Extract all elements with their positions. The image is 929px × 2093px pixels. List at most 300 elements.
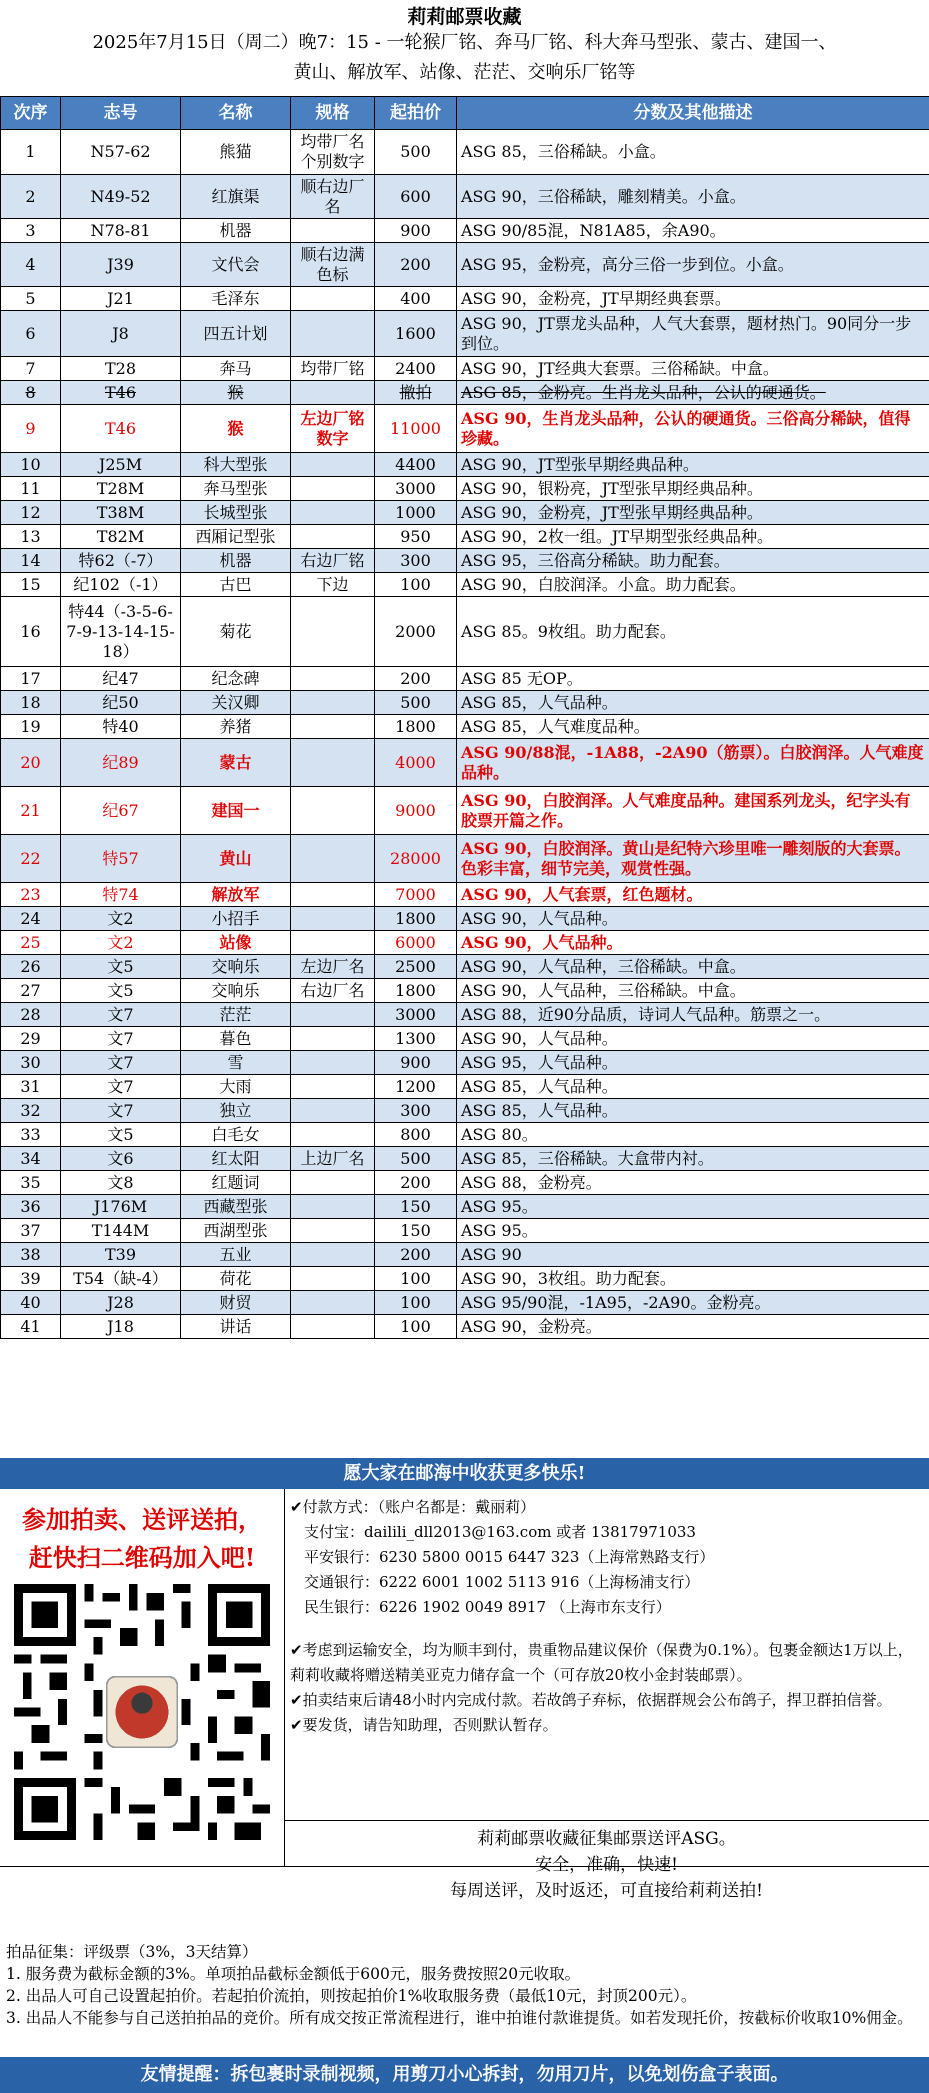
row-number: 21: [1, 787, 61, 835]
grade-description: ASG 90，人气套票，红色题材。: [457, 883, 929, 907]
row-number: 28: [1, 1003, 61, 1027]
stamp-code: T46: [61, 381, 181, 405]
stamp-spec: [291, 1315, 375, 1339]
grade-description: ASG 85，人气品种。: [457, 691, 929, 715]
table-row: [1, 691, 929, 715]
grade-description: ASG 85 无OP。: [457, 667, 929, 691]
table-row: [1, 175, 929, 219]
row-number: 26: [1, 955, 61, 979]
grade-description: ASG 95，三俗高分稀缺。助力配套。: [457, 549, 929, 573]
start-price: 1000: [375, 501, 457, 525]
row-number: 9: [1, 405, 61, 453]
start-price: 3000: [375, 1003, 457, 1027]
grade-description: ASG 90，人气品种。: [457, 931, 929, 955]
stamp-code: J18: [61, 1315, 181, 1339]
table-row: [1, 1291, 929, 1315]
row-number: 13: [1, 525, 61, 549]
stamp-name: 毛泽东: [181, 287, 291, 311]
stamp-code: T46: [61, 405, 181, 453]
row-number: 37: [1, 1219, 61, 1243]
stamp-code: 文7: [61, 1027, 181, 1051]
row-number: 17: [1, 667, 61, 691]
row-number: 18: [1, 691, 61, 715]
stamp-code: 文7: [61, 1003, 181, 1027]
row-number: 1: [1, 130, 61, 175]
rule-item: 3. 出品人不能参与自己送拍拍品的竞价。所有成交按正常流程进行，谁中拍谁付款谁提货。如若发现托价，按截标价收取10%佣金。: [6, 2009, 913, 2027]
stamp-code: 特44（-3-5-6-7-9-13-14-15-18）: [61, 597, 181, 667]
stamp-spec: [291, 1267, 375, 1291]
table-row: [1, 1027, 929, 1051]
grade-description: ASG 90，人气品种。: [457, 907, 929, 931]
row-number: 23: [1, 883, 61, 907]
grade-description: ASG 85，金粉亮。生肖龙头品种，公认的硬通货。: [457, 381, 929, 405]
shipping-note: ✔考虑到运输安全，均为顺丰到付，贵重物品建议保价（保费为0.1%）。包裹金额达1万以上，莉莉收藏将赠送精美亚克力储存盒一个（可存放20枚小金封装邮票）。: [290, 1641, 913, 1684]
stamp-name: 奔马型张: [181, 477, 291, 501]
rule-item: 1. 服务费为截标金额的3%。单项拍品截标金额低于600元，服务费按照20元收取。: [6, 1965, 581, 1983]
col-header: 起拍价: [375, 97, 457, 130]
rules-section: [0, 1937, 929, 2055]
stamp-name: 猴: [181, 381, 291, 405]
stamp-code: 文7: [61, 1051, 181, 1075]
table-row: [1, 1099, 929, 1123]
stamp-name: 机器: [181, 219, 291, 243]
start-price: 200: [375, 1243, 457, 1267]
stamp-name: 交响乐: [181, 979, 291, 1003]
row-number: 2: [1, 175, 61, 219]
stamp-code: 特74: [61, 883, 181, 907]
grade-description: ASG 90: [457, 1243, 929, 1267]
stamp-name: 五业: [181, 1243, 291, 1267]
row-number: 34: [1, 1147, 61, 1171]
table-row: [1, 1219, 929, 1243]
stamp-name: 科大型张: [181, 453, 291, 477]
stamp-name: 猴: [181, 405, 291, 453]
qr-panel: [0, 1489, 285, 1866]
stamp-code: T28: [61, 357, 181, 381]
payment-deadline-note: ✔拍卖结束后请48小时内完成付款。若故鸽子弃标，依据群规会公布鸽子，捍卫群拍信誉。: [290, 1691, 892, 1709]
row-number: 5: [1, 287, 61, 311]
stamp-spec: [291, 1075, 375, 1099]
stamp-name: 红题词: [181, 1171, 291, 1195]
start-price: 150: [375, 1219, 457, 1243]
grade-description: ASG 90，3枚组。助力配套。: [457, 1267, 929, 1291]
grade-description: ASG 85，人气难度品种。: [457, 715, 929, 739]
stamp-name: 菊花: [181, 597, 291, 667]
asg-line: 每周送评，及时返还，可直接给莉莉送拍!: [450, 1881, 763, 1901]
slogan-line: 参加拍卖、送评送拍，: [22, 1505, 262, 1534]
stamp-code: T54（缺-4）: [61, 1267, 181, 1291]
stamp-code: 纪67: [61, 787, 181, 835]
stamp-spec: [291, 931, 375, 955]
table-row: [1, 1123, 929, 1147]
start-price: 500: [375, 130, 457, 175]
payment-info: [286, 1489, 926, 1819]
stamp-name: 古巴: [181, 573, 291, 597]
stamp-name: 养猪: [181, 715, 291, 739]
delivery-note: ✔要发货，请告知助理，否则默认暂存。: [290, 1716, 558, 1734]
start-price: 2400: [375, 357, 457, 381]
start-price: 200: [375, 1171, 457, 1195]
stamp-spec: [291, 883, 375, 907]
stamp-code: N78-81: [61, 219, 181, 243]
start-price: 9000: [375, 787, 457, 835]
table-row: [1, 130, 929, 175]
row-number: 35: [1, 1171, 61, 1195]
row-number: 32: [1, 1099, 61, 1123]
col-header: 规格: [291, 97, 375, 130]
row-number: 7: [1, 357, 61, 381]
stamp-name: 建国一: [181, 787, 291, 835]
row-number: 10: [1, 453, 61, 477]
stamp-spec: [291, 787, 375, 835]
start-price: 1800: [375, 715, 457, 739]
table-row: [1, 1243, 929, 1267]
stamp-code: 纪89: [61, 739, 181, 787]
stamp-name: 关汉卿: [181, 691, 291, 715]
table-row: [1, 955, 929, 979]
start-price: 7000: [375, 883, 457, 907]
table-row: [1, 1147, 929, 1171]
stamp-name: 黄山: [181, 835, 291, 883]
rules-title: 拍品征集：评级票（3%，3天结算）: [6, 1943, 258, 1961]
stamp-spec: [291, 219, 375, 243]
row-number: 4: [1, 243, 61, 287]
bank-account: 民生银行：6226 1902 0049 8917 （上海市东支行）: [304, 1598, 671, 1616]
row-number: 8: [1, 381, 61, 405]
row-number: 24: [1, 907, 61, 931]
stamp-spec: 右边厂名: [291, 979, 375, 1003]
header-line-2: 黄山、解放军、站像、茫茫、交响乐厂铭等: [293, 62, 636, 83]
table-row: [1, 979, 929, 1003]
grade-description: ASG 90/85混，N81A85，余A90。: [457, 219, 929, 243]
start-price: 200: [375, 667, 457, 691]
table-row: [1, 219, 929, 243]
row-number: 38: [1, 1243, 61, 1267]
stamp-code: 文5: [61, 979, 181, 1003]
stamp-spec: [291, 287, 375, 311]
table-row: [1, 1051, 929, 1075]
grade-description: ASG 85，三俗稀缺。小盒。: [457, 130, 929, 175]
stamp-code: J25M: [61, 453, 181, 477]
stamp-code: 纪102（-1）: [61, 573, 181, 597]
row-number: 16: [1, 597, 61, 667]
stamp-spec: [291, 501, 375, 525]
start-price: 300: [375, 1099, 457, 1123]
stamp-name: 奔马: [181, 357, 291, 381]
stamp-name: 小招手: [181, 907, 291, 931]
row-number: 36: [1, 1195, 61, 1219]
start-price: 1600: [375, 311, 457, 357]
stamp-name: 解放军: [181, 883, 291, 907]
grade-description: ASG 90，银粉亮，JT型张早期经典品种。: [457, 477, 929, 501]
grade-description: ASG 88，近90分品质，诗词人气品种。筋票之一。: [457, 1003, 929, 1027]
asg-box: [284, 1820, 929, 1935]
qr-code-icon[interactable]: [14, 1584, 270, 1840]
stamp-spec: [291, 477, 375, 501]
stamp-code: T38M: [61, 501, 181, 525]
stamp-spec: [291, 907, 375, 931]
table-row: [1, 1075, 929, 1099]
stamp-code: J21: [61, 287, 181, 311]
start-price: 3000: [375, 477, 457, 501]
start-price: 500: [375, 691, 457, 715]
start-price: 28000: [375, 835, 457, 883]
stamp-code: 文2: [61, 907, 181, 931]
table-row: [1, 357, 929, 381]
stamp-name: 文代会: [181, 243, 291, 287]
stamp-name: 茫茫: [181, 1003, 291, 1027]
table-row: [1, 907, 929, 931]
grade-description: ASG 95，人气品种。: [457, 1051, 929, 1075]
start-price: 1300: [375, 1027, 457, 1051]
stamp-name: 站像: [181, 931, 291, 955]
stamp-spec: [291, 381, 375, 405]
header: [0, 0, 929, 93]
stamp-name: 白毛女: [181, 1123, 291, 1147]
table-row: [1, 525, 929, 549]
col-header: 分数及其他描述: [457, 97, 929, 130]
start-price: 950: [375, 525, 457, 549]
start-price: 100: [375, 1267, 457, 1291]
table-row: [1, 381, 929, 405]
stamp-name: 西藏型张: [181, 1195, 291, 1219]
stamp-code: J8: [61, 311, 181, 357]
row-number: 40: [1, 1291, 61, 1315]
row-number: 12: [1, 501, 61, 525]
stamp-spec: [291, 1195, 375, 1219]
start-price: 500: [375, 1147, 457, 1171]
grade-description: ASG 85，人气品种。: [457, 1099, 929, 1123]
asg-line: 莉莉邮票收藏征集邮票送评ASG。: [477, 1829, 736, 1849]
grade-description: ASG 85，三俗稀缺。大盒带内衬。: [457, 1147, 929, 1171]
stamp-spec: [291, 835, 375, 883]
grade-description: ASG 90/88混，-1A88，-2A90（筋票）。白胶润泽。人气难度品种。: [457, 739, 929, 787]
grade-description: ASG 90，金粉亮。: [457, 1315, 929, 1339]
stamp-code: 文5: [61, 955, 181, 979]
row-number: 3: [1, 219, 61, 243]
rule-item: 2. 出品人可自己设置起拍价。若起拍价流拍，则按起拍价1%收取服务费（最低10元，封顶200元）。: [6, 1987, 697, 2005]
stamp-code: 特57: [61, 835, 181, 883]
table-row: [1, 573, 929, 597]
slogan-line: 赶快扫二维码加入吧!: [28, 1543, 256, 1572]
col-header: 次序: [1, 97, 61, 130]
table-row: [1, 1171, 929, 1195]
stamp-code: J176M: [61, 1195, 181, 1219]
stamp-spec: 均带厂铭: [291, 357, 375, 381]
table-row: [1, 243, 929, 287]
stamp-name: 纪念碑: [181, 667, 291, 691]
stamp-code: T144M: [61, 1219, 181, 1243]
banner-bottom: 友情提醒：拆包裹时录制视频，用剪刀小心拆封，勿用刀片，以免划伤盒子表面。: [0, 2057, 929, 2093]
table-header-row: [1, 97, 929, 130]
grade-description: ASG 90，白胶润泽。黄山是纪特六珍里唯一雕刻版的大套票。色彩丰富，细节完美，观赏性强。: [457, 835, 929, 883]
stamp-code: T39: [61, 1243, 181, 1267]
row-number: 25: [1, 931, 61, 955]
table-row: [1, 1315, 929, 1339]
stamp-name: 大雨: [181, 1075, 291, 1099]
grade-description: ASG 95。: [457, 1195, 929, 1219]
table-row: [1, 667, 929, 691]
bank-account: 交通银行：6222 6001 1002 5113 916（上海杨浦支行）: [304, 1573, 700, 1591]
stamp-name: 西厢记型张: [181, 525, 291, 549]
table-row: [1, 453, 929, 477]
row-number: 20: [1, 739, 61, 787]
grade-description: ASG 90，人气品种，三俗稀缺。中盒。: [457, 955, 929, 979]
table-row: [1, 883, 929, 907]
start-price: 6000: [375, 931, 457, 955]
start-price: 1800: [375, 979, 457, 1003]
col-header: 名称: [181, 97, 291, 130]
start-price: 1800: [375, 907, 457, 931]
stamp-code: 文6: [61, 1147, 181, 1171]
start-price: 900: [375, 1051, 457, 1075]
stamp-spec: 均带厂名个别数字: [291, 130, 375, 175]
stamp-code: J39: [61, 243, 181, 287]
stamp-spec: 上边厂名: [291, 1147, 375, 1171]
stamp-spec: [291, 1027, 375, 1051]
table-row: [1, 739, 929, 787]
stamp-code: 纪47: [61, 667, 181, 691]
stamp-code: 文8: [61, 1171, 181, 1195]
grade-description: ASG 90，白胶润泽。小盒。助力配套。: [457, 573, 929, 597]
stamp-spec: [291, 715, 375, 739]
auction-table: [0, 96, 929, 1339]
alipay-account: 支付宝：dailili_dll2013@163.com 或者 13817971033: [304, 1523, 696, 1541]
grade-description: ASG 88，金粉亮。: [457, 1171, 929, 1195]
start-price: 400: [375, 287, 457, 311]
asg-line: 安全，准确，快速!: [535, 1855, 678, 1875]
grade-description: ASG 95/90混，-1A95，-2A90。金粉亮。: [457, 1291, 929, 1315]
stamp-name: 独立: [181, 1099, 291, 1123]
start-price: 800: [375, 1123, 457, 1147]
row-number: 41: [1, 1315, 61, 1339]
stamp-code: 特62（-7）: [61, 549, 181, 573]
stamp-spec: [291, 1171, 375, 1195]
table-row: [1, 1003, 929, 1027]
row-number: 6: [1, 311, 61, 357]
stamp-code: N57-62: [61, 130, 181, 175]
start-price: 100: [375, 573, 457, 597]
start-price: 2000: [375, 597, 457, 667]
start-price: 300: [375, 549, 457, 573]
start-price: 100: [375, 1291, 457, 1315]
row-number: 30: [1, 1051, 61, 1075]
stamp-spec: [291, 667, 375, 691]
stamp-spec: [291, 1123, 375, 1147]
row-number: 11: [1, 477, 61, 501]
table-row: [1, 549, 929, 573]
row-number: 15: [1, 573, 61, 597]
grade-description: ASG 80。: [457, 1123, 929, 1147]
stamp-code: T28M: [61, 477, 181, 501]
table-row: [1, 287, 929, 311]
grade-description: ASG 90，人气品种，三俗稀缺。中盒。: [457, 979, 929, 1003]
bank-account: 平安银行：6230 5800 0015 6447 323（上海常熟路支行）: [304, 1548, 715, 1566]
start-price: 4400: [375, 453, 457, 477]
grade-description: ASG 90，JT票龙头品种，人气大套票，题材热门。90同分一步到位。: [457, 311, 929, 357]
stamp-spec: [291, 311, 375, 357]
stamp-spec: [291, 1099, 375, 1123]
row-number: 31: [1, 1075, 61, 1099]
stamp-spec: 右边厂铭: [291, 549, 375, 573]
slogan: [0, 1489, 284, 1577]
row-number: 33: [1, 1123, 61, 1147]
stamp-spec: [291, 691, 375, 715]
payment-title: ✔付款方式：（账户名都是：戴丽莉）: [290, 1498, 536, 1516]
grade-description: ASG 90，JT经典大套票。三俗稀缺。中盒。: [457, 357, 929, 381]
stamp-code: N49-52: [61, 175, 181, 219]
grade-description: ASG 95，金粉亮，高分三俗一步到位。小盒。: [457, 243, 929, 287]
row-number: 39: [1, 1267, 61, 1291]
stamp-name: 西湖型张: [181, 1219, 291, 1243]
stamp-spec: [291, 1219, 375, 1243]
stamp-code: T82M: [61, 525, 181, 549]
stamp-name: 暮色: [181, 1027, 291, 1051]
row-number: 14: [1, 549, 61, 573]
stamp-name: 蒙古: [181, 739, 291, 787]
start-price: 200: [375, 243, 457, 287]
stamp-spec: [291, 1003, 375, 1027]
start-price: 撤拍: [375, 381, 457, 405]
stamp-spec: [291, 1291, 375, 1315]
header-line-1: 2025年7月15日（周二）晚7：15 - 一轮猴厂铭、奔马厂铭、科大奔马型张、蒙古、建国一、: [92, 32, 837, 53]
stamp-name: 机器: [181, 549, 291, 573]
table-row: [1, 835, 929, 883]
stamp-name: 雪: [181, 1051, 291, 1075]
row-number: 22: [1, 835, 61, 883]
stamp-spec: [291, 1243, 375, 1267]
stamp-spec: [291, 1051, 375, 1075]
stamp-name: 长城型张: [181, 501, 291, 525]
stamp-name: 熊猫: [181, 130, 291, 175]
start-price: 4000: [375, 739, 457, 787]
stamp-spec: [291, 525, 375, 549]
stamp-spec: 左边厂名: [291, 955, 375, 979]
stamp-spec: 顺右边厂名: [291, 175, 375, 219]
table-row: [1, 931, 929, 955]
stamp-spec: 左边厂铭数字: [291, 405, 375, 453]
stamp-code: 文2: [61, 931, 181, 955]
stamp-code: J28: [61, 1291, 181, 1315]
start-price: 600: [375, 175, 457, 219]
stamp-spec: 下边: [291, 573, 375, 597]
row-number: 29: [1, 1027, 61, 1051]
start-price: 100: [375, 1315, 457, 1339]
table-row: [1, 715, 929, 739]
stamp-name: 交响乐: [181, 955, 291, 979]
shop-name: 莉莉邮票收藏: [407, 6, 522, 28]
row-number: 27: [1, 979, 61, 1003]
start-price: 1200: [375, 1075, 457, 1099]
grade-description: ASG 90，2枚一组。JT早期型张经典品种。: [457, 525, 929, 549]
stamp-code: 纪50: [61, 691, 181, 715]
table-row: [1, 597, 929, 667]
stamp-name: 红旗渠: [181, 175, 291, 219]
table-row: [1, 311, 929, 357]
start-price: 150: [375, 1195, 457, 1219]
stamp-code: 文7: [61, 1075, 181, 1099]
table-row: [1, 501, 929, 525]
banner-top: 愿大家在邮海中收获更多快乐!: [0, 1458, 929, 1489]
stamp-name: 四五计划: [181, 311, 291, 357]
stamp-code: 文7: [61, 1099, 181, 1123]
stamp-spec: 顺右边满色标: [291, 243, 375, 287]
stamp-name: 红太阳: [181, 1147, 291, 1171]
stamp-spec: [291, 453, 375, 477]
grade-description: ASG 90，金粉亮，JT型张早期经典品种。: [457, 501, 929, 525]
row-number: 19: [1, 715, 61, 739]
stamp-spec: [291, 597, 375, 667]
